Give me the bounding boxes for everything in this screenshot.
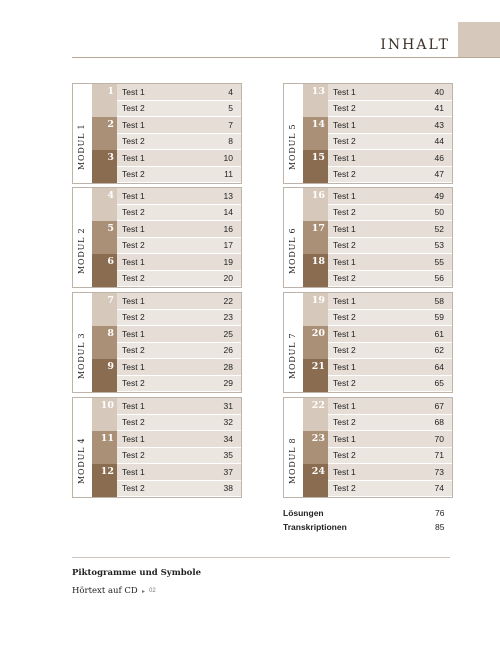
unit-number: 14 [303,117,328,150]
test-name: Test 2 [122,378,145,389]
test-name: Test 2 [333,345,356,356]
test-name: Test 1 [333,256,356,267]
test-page-number: 47 [434,169,444,180]
test-name: Test 2 [333,417,356,428]
module-label [73,398,91,497]
test-row[interactable] [328,464,452,481]
unit-number-column [303,293,328,392]
test-page-number: 29 [223,378,233,389]
test-row[interactable] [117,134,241,151]
unit-number: 19 [303,293,328,326]
test-row[interactable] [117,431,241,448]
test-list [117,398,241,497]
test-page-number: 62 [434,345,444,356]
module-box [72,83,242,184]
test-name: Test 2 [333,103,356,114]
test-name: Test 2 [333,378,356,389]
test-name: Test 1 [333,152,356,163]
hoertext-label: Hörtext auf CD [72,586,138,596]
module-label [73,293,91,392]
test-name: Test 2 [333,207,356,218]
test-list [328,188,452,287]
test-page-number: 4 [228,86,233,97]
test-page-number: 31 [223,400,233,411]
module-label-text: MODUL 1 [77,123,86,170]
unit-number: 4 [92,188,117,221]
test-page-number: 5 [228,103,233,114]
test-row[interactable] [328,84,452,101]
test-name: Test 2 [333,483,356,494]
test-page-number: 20 [223,273,233,284]
test-row[interactable] [328,221,452,238]
test-row[interactable] [117,188,241,205]
test-list [328,398,452,497]
unit-number-column [92,293,117,392]
test-row[interactable] [117,464,241,481]
unit-number: 2 [92,117,117,150]
test-name: Test 1 [122,466,145,477]
unit-number-column [92,188,117,287]
module-label-text: MODUL 8 [288,437,297,484]
test-row[interactable] [117,376,241,393]
test-name: Test 2 [333,169,356,180]
test-row[interactable] [328,271,452,288]
unit-number: 11 [92,431,117,464]
test-list [328,293,452,392]
test-row[interactable] [328,376,452,393]
test-row[interactable] [328,310,452,327]
test-page-number: 71 [434,450,444,461]
test-row[interactable] [117,359,241,376]
test-name: Test 2 [333,240,356,251]
test-name: Test 1 [122,86,145,97]
module-label-text: MODUL 5 [288,123,297,170]
test-row[interactable] [117,205,241,222]
test-row[interactable] [117,326,241,343]
unit-number-column [92,398,117,497]
test-row[interactable] [328,448,452,465]
test-page-number: 13 [223,190,233,201]
test-page-number: 68 [434,417,444,428]
unit-number-column [303,188,328,287]
test-name: Test 1 [333,223,356,234]
test-name: Test 1 [333,361,356,372]
test-page-number: 64 [434,361,444,372]
test-name: Test 1 [122,295,145,306]
test-page-number: 58 [434,295,444,306]
unit-number: 17 [303,221,328,254]
module-label [73,84,91,183]
test-name: Test 2 [333,450,356,461]
test-page-number: 44 [434,136,444,147]
test-page-number: 8 [228,136,233,147]
unit-number: 22 [303,398,328,431]
test-name: Test 1 [122,119,145,130]
module-label-text: MODUL 3 [77,332,86,379]
unit-number: 5 [92,221,117,254]
test-row[interactable] [328,293,452,310]
test-row[interactable] [117,167,241,184]
test-name: Test 2 [333,273,356,284]
test-row[interactable] [117,117,241,134]
module-label [73,188,91,287]
module-box [283,397,453,498]
test-row[interactable] [328,359,452,376]
test-name: Test 2 [122,345,145,356]
test-row[interactable] [328,326,452,343]
test-row[interactable] [117,448,241,465]
test-name: Test 1 [122,328,145,339]
page-title: INHALT [380,37,450,53]
test-page-number: 55 [434,256,444,267]
test-row[interactable] [117,254,241,271]
test-page-number: 16 [223,223,233,234]
test-name: Test 2 [122,136,145,147]
test-page-number: 52 [434,223,444,234]
test-row[interactable] [117,238,241,255]
test-row[interactable] [117,84,241,101]
test-page-number: 49 [434,190,444,201]
test-row[interactable] [328,188,452,205]
test-row[interactable] [328,481,452,498]
test-row[interactable] [117,271,241,288]
test-row[interactable] [117,293,241,310]
unit-number: 8 [92,326,117,359]
module-label [284,293,302,392]
test-row[interactable] [328,415,452,432]
test-page-number: 37 [223,466,233,477]
test-page-number: 38 [223,483,233,494]
test-page-number: 28 [223,361,233,372]
test-page-number: 35 [223,450,233,461]
test-row[interactable] [328,205,452,222]
test-row[interactable] [328,238,452,255]
header-divider [72,57,500,58]
test-name: Test 1 [333,190,356,201]
unit-number: 24 [303,464,328,497]
test-name: Test 2 [122,103,145,114]
test-page-number: 34 [223,433,233,444]
corner-tab [458,22,500,57]
unit-number-column [303,398,328,497]
extra-page-loesungen: 76 [435,508,445,518]
test-page-number: 10 [223,152,233,163]
test-name: Test 2 [122,207,145,218]
unit-number: 10 [92,398,117,431]
test-page-number: 74 [434,483,444,494]
test-name: Test 1 [333,433,356,444]
unit-number: 6 [92,254,117,287]
unit-number: 12 [92,464,117,497]
module-label-text: MODUL 4 [77,437,86,484]
test-row[interactable] [117,481,241,498]
module-box [283,187,453,288]
test-row[interactable] [328,150,452,167]
test-name: Test 2 [122,169,145,180]
module-label [284,188,302,287]
unit-number: 20 [303,326,328,359]
test-page-number: 7 [228,119,233,130]
test-page-number: 46 [434,152,444,163]
module-label-text: MODUL 2 [77,227,86,274]
test-name: Test 1 [333,119,356,130]
test-page-number: 61 [434,328,444,339]
test-page-number: 53 [434,240,444,251]
test-page-number: 67 [434,400,444,411]
test-row[interactable] [328,398,452,415]
test-page-number: 65 [434,378,444,389]
test-page-number: 40 [434,86,444,97]
test-row[interactable] [117,101,241,118]
unit-number: 15 [303,150,328,183]
test-name: Test 2 [333,136,356,147]
test-name: Test 1 [122,190,145,201]
test-row[interactable] [328,343,452,360]
pictograms-heading: Piktogramme und Symbole [72,568,201,578]
test-page-number: 25 [223,328,233,339]
unit-number: 7 [92,293,117,326]
module-label [284,84,302,183]
module-box [72,187,242,288]
test-page-number: 17 [223,240,233,251]
play-arrow-icon: ▸ [142,589,146,595]
extra-label-loesungen[interactable]: Lösungen [283,508,324,518]
module-label [284,398,302,497]
test-row[interactable] [117,343,241,360]
test-name: Test 2 [122,240,145,251]
test-page-number: 32 [223,417,233,428]
test-page-number: 14 [223,207,233,218]
test-row[interactable] [328,117,452,134]
module-box [283,292,453,393]
test-page-number: 19 [223,256,233,267]
test-page-number: 73 [434,466,444,477]
module-label-text: MODUL 7 [288,332,297,379]
test-row[interactable] [117,221,241,238]
test-name: Test 1 [122,361,145,372]
test-row[interactable] [117,150,241,167]
test-row[interactable] [328,167,452,184]
unit-number-column [303,84,328,183]
test-row[interactable] [328,431,452,448]
test-row[interactable] [328,254,452,271]
test-name: Test 1 [122,400,145,411]
unit-number: 3 [92,150,117,183]
test-name: Test 2 [122,450,145,461]
module-box [72,292,242,393]
test-row[interactable] [328,134,452,151]
test-name: Test 1 [333,466,356,477]
test-list [117,188,241,287]
module-box [72,397,242,498]
test-page-number: 59 [434,312,444,323]
unit-number: 9 [92,359,117,392]
test-page-number: 50 [434,207,444,218]
test-name: Test 1 [333,400,356,411]
test-name: Test 1 [333,295,356,306]
test-name: Test 2 [122,312,145,323]
test-row[interactable] [117,398,241,415]
test-page-number: 43 [434,119,444,130]
footer-divider [72,557,450,558]
cd-track-number: 02 [149,588,156,594]
test-name: Test 2 [122,417,145,428]
test-page-number: 70 [434,433,444,444]
test-row[interactable] [117,415,241,432]
unit-number: 13 [303,84,328,117]
test-name: Test 1 [122,223,145,234]
test-list [117,84,241,183]
test-page-number: 23 [223,312,233,323]
unit-number-column [92,84,117,183]
unit-number: 21 [303,359,328,392]
test-name: Test 1 [122,433,145,444]
unit-number: 23 [303,431,328,464]
test-row[interactable] [117,310,241,327]
test-page-number: 26 [223,345,233,356]
extra-page-transkriptionen: 85 [435,522,445,532]
test-name: Test 1 [333,328,356,339]
test-row[interactable] [328,101,452,118]
test-name: Test 1 [122,152,145,163]
test-list [328,84,452,183]
extra-label-transkriptionen[interactable]: Transkriptionen [283,522,347,532]
test-page-number: 22 [223,295,233,306]
module-label-text: MODUL 6 [288,227,297,274]
test-page-number: 11 [224,169,233,180]
unit-number: 16 [303,188,328,221]
module-box [283,83,453,184]
unit-number: 18 [303,254,328,287]
test-name: Test 2 [122,273,145,284]
test-name: Test 1 [333,86,356,97]
test-page-number: 41 [434,103,444,114]
test-name: Test 2 [122,483,145,494]
unit-number: 1 [92,84,117,117]
test-name: Test 1 [122,256,145,267]
test-name: Test 2 [333,312,356,323]
test-page-number: 56 [434,273,444,284]
test-list [117,293,241,392]
